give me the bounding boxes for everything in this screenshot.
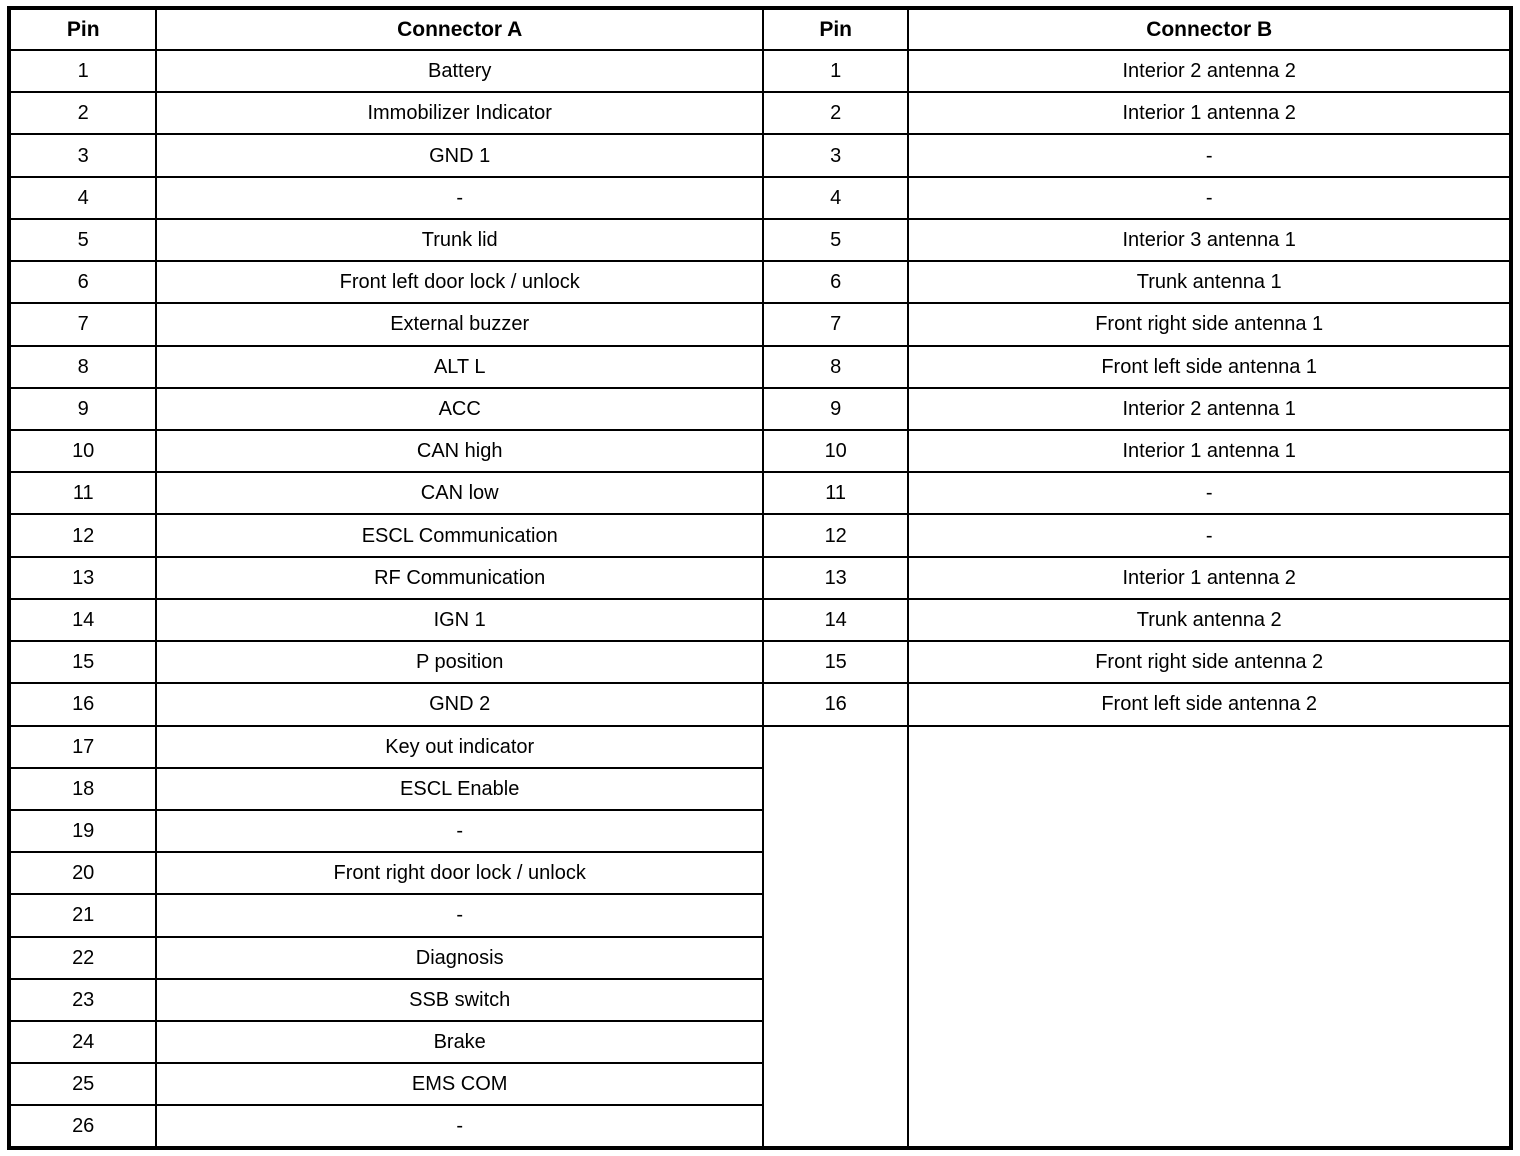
connector-a-pin-cell: 15 (9, 641, 156, 683)
connector-a-pin-cell: 21 (9, 894, 156, 936)
connector-b-pin-cell: 9 (763, 388, 908, 430)
connector-a-signal-cell: Battery (156, 50, 763, 92)
table-row (9, 557, 1511, 599)
connector-a-pin-cell: 17 (9, 726, 156, 768)
header-connector-a: Connector A (156, 8, 763, 50)
connector-b-pin-cell: 4 (763, 177, 908, 219)
connector-b-signal-cell: Front right side antenna 2 (908, 641, 1511, 683)
header-pin-b: Pin (763, 8, 908, 50)
connector-b-signal-cell: Interior 2 antenna 1 (908, 388, 1511, 430)
table-row (9, 514, 1511, 556)
connector-a-signal-cell: Trunk lid (156, 219, 763, 261)
table-row (9, 472, 1511, 514)
table-row (9, 346, 1511, 388)
connector-a-pin-cell: 14 (9, 599, 156, 641)
connector-a-signal-cell: IGN 1 (156, 599, 763, 641)
connector-a-signal-cell: GND 1 (156, 134, 763, 176)
connector-b-signal-cell: - (908, 134, 1511, 176)
connector-b-signal-cell: Trunk antenna 2 (908, 599, 1511, 641)
connector-a-pin-cell: 1 (9, 50, 156, 92)
connector-a-signal-cell: Key out indicator (156, 726, 763, 768)
header-connector-b: Connector B (908, 8, 1511, 50)
connector-a-signal-cell: ESCL Enable (156, 768, 763, 810)
connector-b-pin-cell: 2 (763, 92, 908, 134)
connector-a-pin-cell: 22 (9, 937, 156, 979)
connector-b-signal-cell: Interior 1 antenna 1 (908, 430, 1511, 472)
connector-a-pin-cell: 3 (9, 134, 156, 176)
connector-a-pin-cell: 16 (9, 683, 156, 725)
connector-b-empty-signal-cell (908, 726, 1511, 1149)
connector-a-signal-cell: EMS COM (156, 1063, 763, 1105)
connector-a-pin-cell: 10 (9, 430, 156, 472)
header-row (9, 8, 1511, 50)
connector-a-pin-cell: 23 (9, 979, 156, 1021)
connector-a-signal-cell: CAN low (156, 472, 763, 514)
connector-b-pin-cell: 8 (763, 346, 908, 388)
connector-a-signal-cell: ALT L (156, 346, 763, 388)
connector-a-signal-cell: RF Communication (156, 557, 763, 599)
connector-b-signal-cell: Front right side antenna 1 (908, 303, 1511, 345)
table-row (9, 261, 1511, 303)
connector-b-signal-cell: Interior 1 antenna 2 (908, 557, 1511, 599)
connector-b-pin-cell: 1 (763, 50, 908, 92)
connector-b-pin-cell: 7 (763, 303, 908, 345)
connector-b-signal-cell: Interior 1 antenna 2 (908, 92, 1511, 134)
connector-a-signal-cell: ESCL Communication (156, 514, 763, 556)
pin-assignment-table (7, 6, 1513, 1150)
connector-b-empty-pin-cell (763, 726, 908, 1149)
connector-b-pin-cell: 6 (763, 261, 908, 303)
connector-a-signal-cell: Front left door lock / unlock (156, 261, 763, 303)
table-row (9, 50, 1511, 92)
connector-a-pin-cell: 5 (9, 219, 156, 261)
connector-b-pin-cell: 13 (763, 557, 908, 599)
connector-b-pin-cell: 16 (763, 683, 908, 725)
table-row (9, 219, 1511, 261)
connector-b-signal-cell: Front left side antenna 1 (908, 346, 1511, 388)
connector-b-pin-cell: 15 (763, 641, 908, 683)
connector-a-pin-cell: 19 (9, 810, 156, 852)
connector-b-signal-cell: Interior 2 antenna 2 (908, 50, 1511, 92)
table-row (9, 641, 1511, 683)
connector-a-pin-cell: 24 (9, 1021, 156, 1063)
connector-a-pin-cell: 8 (9, 346, 156, 388)
table-row (9, 134, 1511, 176)
table-row (9, 303, 1511, 345)
connector-a-signal-cell: - (156, 894, 763, 936)
connector-a-pin-cell: 4 (9, 177, 156, 219)
connector-b-signal-cell: - (908, 472, 1511, 514)
table-row (9, 177, 1511, 219)
connector-a-pin-cell: 6 (9, 261, 156, 303)
pin-table-body (9, 50, 1511, 1148)
connector-a-pin-cell: 13 (9, 557, 156, 599)
table-row (9, 388, 1511, 430)
connector-a-signal-cell: - (156, 177, 763, 219)
connector-a-signal-cell: Immobilizer Indicator (156, 92, 763, 134)
connector-b-pin-cell: 14 (763, 599, 908, 641)
connector-a-pin-cell: 26 (9, 1105, 156, 1148)
table-row (9, 599, 1511, 641)
table-row (9, 683, 1511, 725)
connector-a-signal-cell: CAN high (156, 430, 763, 472)
connector-a-signal-cell: Front right door lock / unlock (156, 852, 763, 894)
connector-b-pin-cell: 12 (763, 514, 908, 556)
connector-a-signal-cell: P position (156, 641, 763, 683)
table-row (9, 726, 1511, 768)
connector-b-signal-cell: Interior 3 antenna 1 (908, 219, 1511, 261)
connector-a-signal-cell: SSB switch (156, 979, 763, 1021)
connector-a-pin-cell: 2 (9, 92, 156, 134)
header-pin-a: Pin (9, 8, 156, 50)
connector-b-pin-cell: 10 (763, 430, 908, 472)
connector-a-signal-cell: - (156, 810, 763, 852)
connector-a-signal-cell: - (156, 1105, 763, 1148)
connector-a-pin-cell: 12 (9, 514, 156, 556)
connector-b-signal-cell: Front left side antenna 2 (908, 683, 1511, 725)
connector-a-signal-cell: Brake (156, 1021, 763, 1063)
connector-a-pin-cell: 11 (9, 472, 156, 514)
table-row (9, 430, 1511, 472)
connector-a-pin-cell: 7 (9, 303, 156, 345)
table-row (9, 92, 1511, 134)
connector-a-pin-cell: 9 (9, 388, 156, 430)
connector-a-signal-cell: GND 2 (156, 683, 763, 725)
connector-a-signal-cell: Diagnosis (156, 937, 763, 979)
connector-b-signal-cell: - (908, 514, 1511, 556)
connector-b-pin-cell: 5 (763, 219, 908, 261)
connector-a-signal-cell: External buzzer (156, 303, 763, 345)
connector-b-signal-cell: Trunk antenna 1 (908, 261, 1511, 303)
connector-a-pin-cell: 18 (9, 768, 156, 810)
connector-b-pin-cell: 11 (763, 472, 908, 514)
connector-a-signal-cell: ACC (156, 388, 763, 430)
connector-a-pin-cell: 20 (9, 852, 156, 894)
connector-b-pin-cell: 3 (763, 134, 908, 176)
connector-b-signal-cell: - (908, 177, 1511, 219)
connector-a-pin-cell: 25 (9, 1063, 156, 1105)
